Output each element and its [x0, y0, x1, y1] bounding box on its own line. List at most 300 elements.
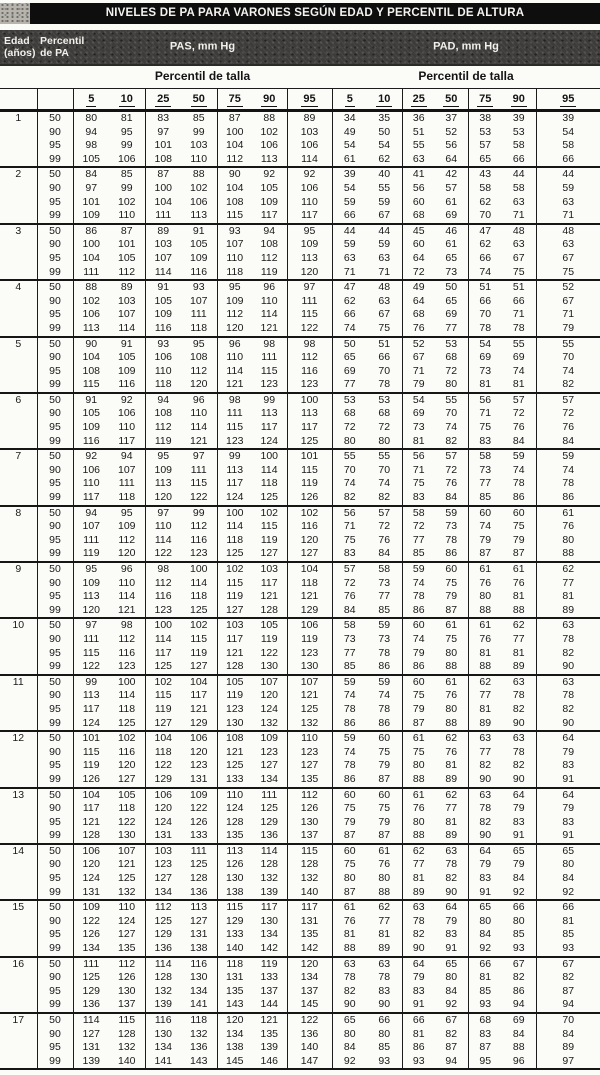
- pas-value-cell: 115: [287, 464, 332, 478]
- height-percentile-value: [109, 90, 145, 109]
- bp-value: 72: [343, 421, 356, 434]
- bp-value: 58: [479, 450, 492, 463]
- column-group-band: [0, 30, 600, 66]
- bp-table-subheader: [0, 89, 600, 111]
- pa-percentile-cell: 99: [37, 435, 73, 450]
- pad-value-cell: [332, 139, 402, 153]
- pas-value-cell: [217, 915, 287, 929]
- pas-value-cell: 100: [287, 393, 332, 408]
- bp-value: 112: [154, 901, 172, 914]
- bp-value: 128: [189, 872, 208, 885]
- pad-value-cell: [402, 308, 468, 322]
- bp-value: 78: [343, 759, 356, 772]
- pas-value-cell: [217, 618, 287, 633]
- bp-value: 43: [479, 168, 492, 181]
- pad-value-cell: 93: [536, 942, 600, 957]
- pa-percentile-cell: 95: [37, 985, 73, 999]
- height-percentile-number: 10: [120, 92, 133, 105]
- bp-value: 118: [260, 477, 278, 490]
- bp-value: 89: [412, 885, 425, 898]
- bp-value: 113: [82, 321, 100, 334]
- pad-value-cell: [468, 266, 536, 281]
- height-percentile-value: [403, 90, 436, 109]
- bp-value: 60: [378, 788, 391, 801]
- pas-value-cell: [145, 167, 217, 182]
- age-cell: 16: [0, 957, 37, 1013]
- bp-value: 66: [479, 251, 492, 264]
- bp-value: 63: [479, 788, 492, 801]
- table-row: [0, 618, 600, 633]
- pad-value-cell: 62: [536, 562, 600, 577]
- bp-value: 104: [225, 181, 244, 194]
- pas-value-cell: [73, 308, 145, 322]
- bp-value: 106: [260, 139, 279, 152]
- pad-value-cell: [402, 407, 468, 421]
- pad-value-cell: [402, 1013, 468, 1028]
- bp-value: 82: [445, 872, 458, 885]
- bp-value: 114: [118, 321, 136, 334]
- pad-value-cell: [332, 322, 402, 337]
- bp-value: 119: [260, 265, 278, 278]
- pas-value-cell: [217, 378, 287, 393]
- bp-value: 77: [479, 745, 492, 758]
- table-row: [0, 337, 600, 352]
- pas-value-cell: [73, 942, 145, 957]
- pad-value-cell: [402, 1055, 468, 1070]
- pad-value-cell: 55: [536, 337, 600, 352]
- bp-value: 87: [157, 168, 170, 181]
- pas-value-cell: [145, 491, 217, 506]
- bp-value: 130: [154, 1027, 173, 1040]
- bp-value: 112: [154, 421, 172, 434]
- bp-value: 87: [479, 547, 492, 560]
- bp-value: 82: [479, 815, 492, 828]
- pas-value-cell: 89: [287, 111, 332, 126]
- bp-value: 53: [343, 393, 356, 406]
- pad-value-cell: 79: [536, 746, 600, 760]
- pas-value-cell: [217, 196, 287, 210]
- pas-value-cell: [73, 196, 145, 210]
- pad-value-cell: 74: [536, 365, 600, 379]
- pad-value-cell: 71: [536, 308, 600, 322]
- bp-value: 100: [154, 181, 173, 194]
- pas-value-cell: 122: [287, 1013, 332, 1028]
- bp-value: 106: [82, 844, 101, 857]
- bp-value: 109: [189, 251, 208, 264]
- bp-value: 34: [343, 112, 356, 124]
- bp-value: 81: [479, 378, 492, 391]
- pad-value-cell: [468, 378, 536, 393]
- pad-value-cell: 97: [536, 1055, 600, 1070]
- bp-value: 132: [117, 1041, 136, 1054]
- pa-percentile-cell: 95: [37, 308, 73, 322]
- pas-value-cell: [145, 604, 217, 619]
- pas-value-cell: 95: [287, 224, 332, 239]
- pad-value-cell: 44: [536, 167, 600, 182]
- pa-percentile-cell: 95: [37, 421, 73, 435]
- table-row: [0, 477, 600, 491]
- table-row: [0, 844, 600, 859]
- edad-label-line2: (años): [4, 47, 36, 59]
- bp-value: 57: [445, 450, 458, 463]
- bp-value: 93: [479, 998, 492, 1011]
- bp-value: 88: [479, 603, 492, 616]
- bp-value: 122: [82, 660, 101, 673]
- bp-value: 114: [118, 590, 136, 603]
- bp-value: 63: [512, 238, 525, 251]
- pas-value-cell: 130: [287, 660, 332, 675]
- bp-value: 120: [189, 378, 208, 391]
- bp-value: 105: [260, 619, 279, 632]
- pad-value-cell: [332, 759, 402, 773]
- bp-value: 112: [226, 308, 244, 321]
- bp-value: 53: [512, 125, 525, 138]
- bp-value: 63: [412, 152, 425, 165]
- pas-value-cell: [73, 238, 145, 252]
- pad-value-cell: 66: [536, 153, 600, 168]
- table-row: [0, 604, 600, 619]
- pad-value-cell: [332, 971, 402, 985]
- pas-value-cell: [145, 1028, 217, 1042]
- pas-value-cell: 117: [287, 209, 332, 224]
- bp-value: 138: [225, 885, 244, 898]
- pad-value-cell: [332, 957, 402, 972]
- pas-value-cell: [73, 829, 145, 844]
- pad-value-cell: [468, 407, 536, 421]
- pas-value-cell: 134: [287, 971, 332, 985]
- bp-value: 71: [512, 209, 525, 222]
- bp-value: 71: [512, 308, 525, 321]
- pas-value-cell: 145: [287, 998, 332, 1013]
- pas-value-cell: [145, 1055, 217, 1070]
- bp-value: 88: [85, 281, 98, 294]
- pa-percentile-cell: 90: [37, 971, 73, 985]
- bp-value: 68: [445, 351, 458, 364]
- bp-value: 67: [412, 351, 425, 364]
- bp-value: 71: [343, 520, 356, 533]
- bp-value: 68: [378, 407, 391, 420]
- bp-value: 116: [118, 378, 136, 391]
- pad-value-cell: 58: [536, 139, 600, 153]
- pad-value-cell: 91: [536, 773, 600, 788]
- table-row: [0, 928, 600, 942]
- bp-value: 64: [412, 251, 425, 264]
- pas-value-cell: [217, 337, 287, 352]
- pas-value-cell: 130: [287, 816, 332, 830]
- bp-value: 112: [260, 251, 278, 264]
- bp-value: 69: [412, 407, 425, 420]
- pas-value-cell: [73, 322, 145, 337]
- bp-value: 81: [343, 928, 356, 941]
- bp-value: 107: [82, 520, 101, 533]
- bp-value: 132: [154, 984, 173, 997]
- pa-percentile-cell: 90: [37, 858, 73, 872]
- bp-value: 119: [226, 689, 244, 702]
- pad-value-cell: [332, 196, 402, 210]
- bp-value: 70: [343, 463, 356, 476]
- bp-value: 80: [445, 646, 458, 659]
- bp-value: 60: [378, 732, 391, 745]
- bp-value: 104: [225, 139, 244, 152]
- bp-value: 89: [378, 942, 391, 955]
- bp-value: 63: [343, 251, 356, 264]
- bp-value: 141: [189, 998, 208, 1011]
- pa-percentile-cell: 90: [37, 238, 73, 252]
- table-row: [0, 660, 600, 675]
- bp-value: 70: [479, 209, 492, 222]
- bp-value: 58: [512, 139, 525, 152]
- bp-value: 75: [343, 858, 356, 871]
- bp-value: 116: [190, 533, 208, 546]
- pad-value-cell: 76: [536, 421, 600, 435]
- bp-value: 126: [189, 815, 208, 828]
- pas-value-cell: 106: [287, 139, 332, 153]
- pa-percentile-cell: 99: [37, 717, 73, 732]
- table-row: [0, 407, 600, 421]
- height-percentile-header-cell: [287, 89, 332, 111]
- pad-value-cell: [332, 407, 402, 421]
- bp-value: 91: [512, 829, 525, 842]
- pad-value-cell: [402, 590, 468, 604]
- edad-label-line1: Edad: [4, 34, 30, 47]
- bp-value: 108: [154, 152, 173, 165]
- bp-value: 111: [190, 844, 207, 857]
- pad-value-cell: [332, 703, 402, 717]
- bp-value: 79: [343, 815, 356, 828]
- age-cell: 17: [0, 1013, 37, 1069]
- bp-value: 46: [445, 224, 458, 237]
- bp-value: 81: [445, 815, 458, 828]
- bp-value: 76: [343, 590, 356, 603]
- pas-value-cell: [73, 224, 145, 239]
- bp-value: 124: [260, 702, 279, 715]
- bp-value: 70: [378, 463, 391, 476]
- talla-label-pad: Percentil de talla: [418, 69, 514, 83]
- pas-value-cell: [145, 872, 217, 886]
- bp-value: 110: [82, 477, 100, 490]
- pad-value-cell: [468, 928, 536, 942]
- bp-value: 114: [226, 520, 244, 533]
- bp-value: 130: [117, 984, 136, 997]
- bp-value: 105: [117, 251, 136, 264]
- pad-value-cell: 80: [536, 534, 600, 548]
- pas-value-cell: 140: [287, 886, 332, 901]
- bp-value: 127: [189, 660, 208, 673]
- pad-value-cell: 74: [536, 464, 600, 478]
- bp-value: 118: [154, 378, 172, 391]
- bp-value: 66: [512, 152, 525, 165]
- pad-value-cell: [468, 111, 536, 126]
- bp-value: 59: [512, 450, 525, 463]
- bp-value: 58: [343, 619, 356, 632]
- pad-value-cell: 59: [536, 449, 600, 464]
- bp-value: 122: [117, 815, 136, 828]
- bp-value: 90: [412, 942, 425, 955]
- bp-value: 56: [343, 506, 356, 519]
- bp-value: 82: [512, 971, 525, 984]
- pad-value-cell: 70: [536, 1013, 600, 1028]
- pas-value-cell: [73, 872, 145, 886]
- pas-value-cell: 132: [287, 872, 332, 886]
- bp-value: 124: [225, 802, 244, 815]
- pas-value-cell: [73, 703, 145, 717]
- bp-value: 115: [190, 477, 208, 490]
- pas-value-cell: [217, 252, 287, 266]
- table-row: [0, 985, 600, 999]
- pa-percentile-cell: 50: [37, 1013, 73, 1028]
- pas-value-cell: [145, 858, 217, 872]
- bp-value: 63: [479, 732, 492, 745]
- bp-value: 51: [479, 281, 492, 294]
- pas-value-cell: [73, 464, 145, 478]
- pad-value-cell: [332, 604, 402, 619]
- pad-value-cell: [332, 337, 402, 352]
- pad-value-cell: [402, 647, 468, 661]
- pas-value-cell: [217, 491, 287, 506]
- bp-value: 55: [378, 450, 391, 463]
- pad-value-cell: [332, 915, 402, 929]
- bp-value: 111: [83, 632, 100, 645]
- bp-value: 80: [445, 971, 458, 984]
- table-row: [0, 590, 600, 604]
- bp-value: 47: [479, 224, 492, 237]
- bp-value: 80: [378, 434, 391, 447]
- pad-value-cell: [468, 590, 536, 604]
- bp-value: 86: [445, 547, 458, 560]
- bp-value: 69: [512, 1014, 525, 1026]
- bp-value: 119: [154, 434, 172, 447]
- bp-value: 116: [82, 434, 100, 447]
- pas-value-cell: [217, 957, 287, 972]
- bp-value: 105: [189, 238, 208, 251]
- pad-value-cell: [332, 365, 402, 379]
- bp-value: 132: [260, 872, 279, 885]
- height-percentile-value: [181, 90, 217, 109]
- bp-value: 83: [343, 547, 356, 560]
- bp-value: 124: [82, 716, 101, 729]
- page-header: [0, 0, 600, 88]
- pad-value-cell: 61: [536, 506, 600, 521]
- bp-value: 59: [378, 675, 391, 688]
- bp-value: 107: [154, 251, 173, 264]
- bp-value: 79: [445, 590, 458, 603]
- pad-value-cell: [332, 209, 402, 224]
- bp-value: 94: [85, 506, 98, 519]
- pas-value-cell: [217, 844, 287, 859]
- bp-value: 111: [190, 308, 207, 321]
- pas-value-cell: [145, 224, 217, 239]
- bp-value: 60: [412, 195, 425, 208]
- bp-value: 90: [445, 885, 458, 898]
- bp-value: 56: [445, 139, 458, 152]
- bp-value: 93: [192, 281, 205, 294]
- bp-value: 117: [82, 491, 100, 504]
- bp-value: 75: [343, 533, 356, 546]
- bp-value: 127: [117, 928, 136, 941]
- bp-value: 130: [225, 716, 244, 729]
- pas-value-cell: [145, 731, 217, 746]
- bp-value: 120: [154, 491, 173, 504]
- bp-value: 141: [154, 1054, 173, 1067]
- bp-value: 115: [82, 378, 100, 391]
- table-row: [0, 378, 600, 393]
- bp-value: 95: [120, 125, 133, 138]
- pad-value-cell: [468, 942, 536, 957]
- pad-value-cell: 91: [536, 829, 600, 844]
- bp-value: 72: [343, 576, 356, 589]
- bp-value: 102: [189, 619, 208, 632]
- table-row: [0, 153, 600, 168]
- bp-value: 81: [512, 646, 525, 659]
- table-row: [0, 196, 600, 210]
- pad-value-cell: [332, 252, 402, 266]
- pad-value-cell: [468, 872, 536, 886]
- pas-value-cell: [217, 900, 287, 915]
- bp-value: 53: [479, 125, 492, 138]
- pad-value-cell: 82: [536, 971, 600, 985]
- pad-value-cell: [468, 351, 536, 365]
- bp-value: 121: [225, 378, 244, 391]
- bp-value: 103: [225, 619, 244, 632]
- pa-percentile-cell: 50: [37, 675, 73, 690]
- pad-value-cell: [332, 844, 402, 859]
- bp-value: 74: [378, 477, 391, 490]
- pas-value-cell: [73, 365, 145, 379]
- bp-value: 71: [378, 265, 391, 278]
- bp-value: 76: [479, 576, 492, 589]
- pa-percentile-cell: 50: [37, 111, 73, 126]
- bp-value: 99: [120, 181, 133, 194]
- bp-value: 52: [412, 337, 425, 350]
- pas-value-cell: 113: [287, 252, 332, 266]
- bp-value: 75: [445, 632, 458, 645]
- table-row: [0, 872, 600, 886]
- pad-value-cell: [402, 337, 468, 352]
- bp-value: 87: [445, 1041, 458, 1054]
- bp-value: 78: [378, 702, 391, 715]
- pas-value-cell: [145, 1041, 217, 1055]
- pas-value-cell: [73, 407, 145, 421]
- bp-value: 83: [512, 815, 525, 828]
- bp-value: 60: [343, 844, 356, 857]
- pad-value-cell: [468, 167, 536, 182]
- bp-value: 118: [190, 321, 208, 334]
- bp-value: 108: [225, 732, 244, 745]
- pas-value-cell: [217, 985, 287, 999]
- bp-value: 102: [225, 563, 244, 575]
- pad-value-cell: [402, 477, 468, 491]
- bp-value: 122: [82, 914, 101, 927]
- pa-label-line2: de PA: [40, 47, 69, 59]
- bp-value: 81: [378, 928, 391, 941]
- bp-value: 121: [225, 745, 244, 758]
- bp-value: 94: [120, 450, 133, 463]
- table-row: [0, 1013, 600, 1028]
- bp-value: 97: [85, 181, 98, 194]
- height-percentile-number: 75: [479, 92, 492, 105]
- bp-value: 127: [154, 716, 173, 729]
- bp-value: 96: [263, 281, 276, 294]
- pad-value-cell: [332, 886, 402, 901]
- bp-value: 80: [479, 914, 492, 927]
- pad-value-cell: [468, 196, 536, 210]
- pas-value-cell: [73, 816, 145, 830]
- height-percentile-header-cell: [332, 89, 402, 111]
- pad-value-cell: [402, 139, 468, 153]
- bp-value: 62: [479, 675, 492, 688]
- pas-value-cell: [217, 802, 287, 816]
- bp-value: 119: [260, 533, 278, 546]
